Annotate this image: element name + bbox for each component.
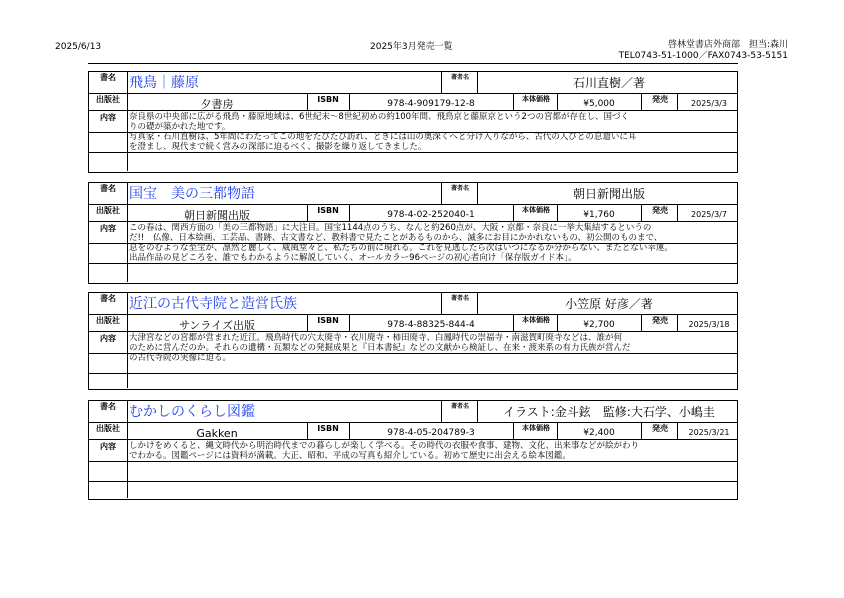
contents-line: りの礎が築かれた地です。 (129, 122, 231, 132)
contents-label: 内容 (100, 442, 116, 451)
title-row (89, 293, 737, 315)
contents-rule (89, 132, 737, 133)
isbn-label: ISBN (317, 95, 339, 104)
contents-line: だ!! 仏像、日本絵画、工芸品、書跡、古文書など、教科書で見たことがあるものから、滅多にお目にかかれないもの、初公開のものまで、 (129, 233, 663, 243)
contents-rule (89, 461, 737, 462)
cell-divider (127, 401, 128, 422)
cell-divider (349, 315, 350, 331)
cell-divider (127, 111, 128, 171)
publisher-label: 出版社 (96, 316, 120, 325)
info-row (89, 315, 737, 332)
book-price: ¥2,700 (583, 320, 615, 330)
publisher-label: 出版社 (96, 424, 120, 433)
book-isbn: 978-4-02-252040-1 (387, 210, 475, 220)
cell-divider (349, 205, 350, 221)
author-label: 著者名 (450, 295, 469, 302)
contents-line: を澄まし、現代まで続く営みの深部に迫るべく、撮影を繰り返してきました。 (129, 142, 427, 152)
cell-divider (477, 401, 478, 422)
cell-divider (127, 315, 128, 331)
company-tel-fax: TEL0743-51-1000／FAX0743-53-5151 (618, 51, 788, 61)
contents-line: 写真家・石川直樹は、5年間にわたってこの地をたびたび訪れ、ときには山の奥深くへと分け入りながら、古代の人びとの息遣いに耳 (129, 132, 637, 142)
book-title: むかしのくらし図鑑 (129, 404, 255, 420)
author-label: 著者名 (450, 403, 469, 410)
cell-divider (127, 293, 128, 314)
contents-line: の古代寺院の実像に迫る。 (129, 353, 232, 363)
book-publisher: サンライズ出版 (178, 319, 255, 332)
title-label: 書名 (100, 402, 116, 411)
contents-line: 出品作品の見どころを、誰でもわかるように解説していく、オールカラー96ページの初心者向け「保存版ガイド本」。 (129, 253, 577, 263)
isbn-label: ISBN (317, 206, 339, 215)
contents-rule (89, 243, 737, 244)
contents-label: 内容 (100, 113, 116, 122)
cell-divider (677, 205, 678, 221)
title-label: 書名 (100, 294, 116, 303)
book-release-date: 2025/3/3 (691, 99, 727, 108)
book-entry (88, 71, 738, 173)
book-author: イラスト:金斗鉉 監修:大石学、小嶋圭 (503, 405, 715, 419)
report-date: 2025/6/13 (55, 42, 102, 52)
book-entry (88, 182, 738, 284)
cell-divider (557, 94, 558, 110)
info-row (89, 94, 737, 111)
cell-divider (477, 72, 478, 93)
cell-divider (477, 183, 478, 204)
author-label: 著者名 (450, 185, 469, 192)
author-label: 著者名 (450, 74, 469, 81)
book-title: 近江の古代寺院と造営氏族 (129, 296, 297, 312)
header-rule (88, 63, 738, 64)
contents-rule (89, 353, 737, 354)
book-contents (129, 441, 737, 461)
book-isbn: 978-4-05-204789-3 (387, 428, 475, 438)
release-label: 発売 (652, 424, 668, 433)
cell-divider (557, 315, 558, 331)
contents-line: でわかる。図鑑ページには資料が満載。大正、昭和、平成の写真も紹介している。初めて歴史に出会える絵本図鑑。 (129, 451, 571, 461)
cell-divider (677, 315, 678, 331)
company-contact: 啓林堂書店外商部 担当:森川 (667, 40, 788, 50)
book-price: ¥2,400 (583, 428, 615, 438)
contents-label: 内容 (100, 224, 116, 233)
contents-line: 大津宮などの宮都が営まれた近江。飛鳥時代の穴太廃寺・衣川廃寺・柿田廃寺、白鳳時代の崇福寺・南滋賀町廃寺などは、誰が何 (129, 333, 623, 343)
contents-rule (89, 481, 737, 482)
book-price: ¥5,000 (583, 99, 615, 109)
publisher-label: 出版社 (96, 95, 120, 104)
price-label: 本体価格 (522, 424, 550, 432)
info-row (89, 423, 737, 440)
cell-divider (677, 94, 678, 110)
title-row (89, 72, 737, 94)
book-author: 朝日新聞出版 (572, 187, 645, 201)
cell-divider (349, 94, 350, 110)
cell-divider (127, 183, 128, 204)
contents-line: のために営んだのか。それらの遺構・瓦類などの発掘成果と『日本書紀』などの文献から検証し、在来・渡来系の有力氏族が営んだ (129, 343, 631, 353)
contents-rule (89, 152, 737, 153)
cell-divider (557, 423, 558, 439)
book-isbn: 978-4-88325-844-4 (387, 320, 475, 330)
title-label: 書名 (100, 73, 116, 82)
cell-divider (127, 332, 128, 388)
cell-divider (127, 72, 128, 93)
book-release-date: 2025/3/7 (691, 210, 727, 219)
book-entry (88, 400, 738, 500)
title-row (89, 401, 737, 423)
cell-divider (127, 423, 128, 439)
book-publisher: 朝日新聞出版 (184, 209, 250, 222)
cell-divider (127, 94, 128, 110)
book-price: ¥1,760 (583, 210, 615, 220)
cell-divider (127, 222, 128, 282)
contents-line: この春は、関西方面の「美の三都物語」に大注目。国宝1144点のうち、なんと約260点が、大阪・京都・奈良に一挙大集結するというの (129, 223, 652, 233)
contents-line: 奈良県の中央部に広がる飛鳥・藤原地域は、6世紀末〜8世紀初めの約100年間、飛鳥京と藤原京という2つの宮都が存在し、国づく (129, 112, 629, 122)
cell-divider (477, 293, 478, 314)
contents-rule (89, 263, 737, 264)
cell-divider (557, 205, 558, 221)
isbn-label: ISBN (317, 424, 339, 433)
contents-label: 内容 (100, 334, 116, 343)
book-release-date: 2025/3/18 (688, 320, 730, 329)
contents-line: 息をのむような至宝が、凛然と麗しく、威風堂々と、私たちの前に現れる。これを見逃したら次はいつになるか分からない、またとない幸運。 (129, 243, 673, 253)
price-label: 本体価格 (522, 206, 550, 214)
book-contents (129, 333, 737, 363)
contents-rule (89, 373, 737, 374)
isbn-label: ISBN (317, 316, 339, 325)
book-entry (88, 292, 738, 390)
publisher-label: 出版社 (96, 206, 120, 215)
title-label: 書名 (100, 184, 116, 193)
release-label: 発売 (652, 95, 668, 104)
cell-divider (127, 440, 128, 498)
release-label: 発売 (652, 316, 668, 325)
price-label: 本体価格 (522, 95, 550, 103)
book-isbn: 978-4-909179-12-8 (387, 99, 475, 109)
info-row (89, 205, 737, 222)
book-publisher: 夕書房 (200, 98, 234, 111)
book-author: 石川直樹／著 (572, 76, 645, 90)
title-row (89, 183, 737, 205)
book-author: 小笠原 好彦／著 (565, 297, 653, 311)
book-title: 飛鳥｜藤原 (129, 75, 199, 91)
release-label: 発売 (652, 206, 668, 215)
report-title: 2025年3月発売一覧 (370, 42, 453, 52)
price-label: 本体価格 (522, 316, 550, 324)
cell-divider (349, 423, 350, 439)
cell-divider (677, 423, 678, 439)
book-publisher: Gakken (196, 427, 238, 440)
cell-divider (127, 205, 128, 221)
book-title: 国宝 美の三都物語 (129, 186, 255, 202)
contents-line: しかけをめくると、縄文時代から明治時代までの暮らしが楽しく学べる。その時代の衣服や食事、建物、文化、出来事などが絵がわり (129, 441, 640, 451)
book-release-date: 2025/3/21 (688, 428, 730, 437)
